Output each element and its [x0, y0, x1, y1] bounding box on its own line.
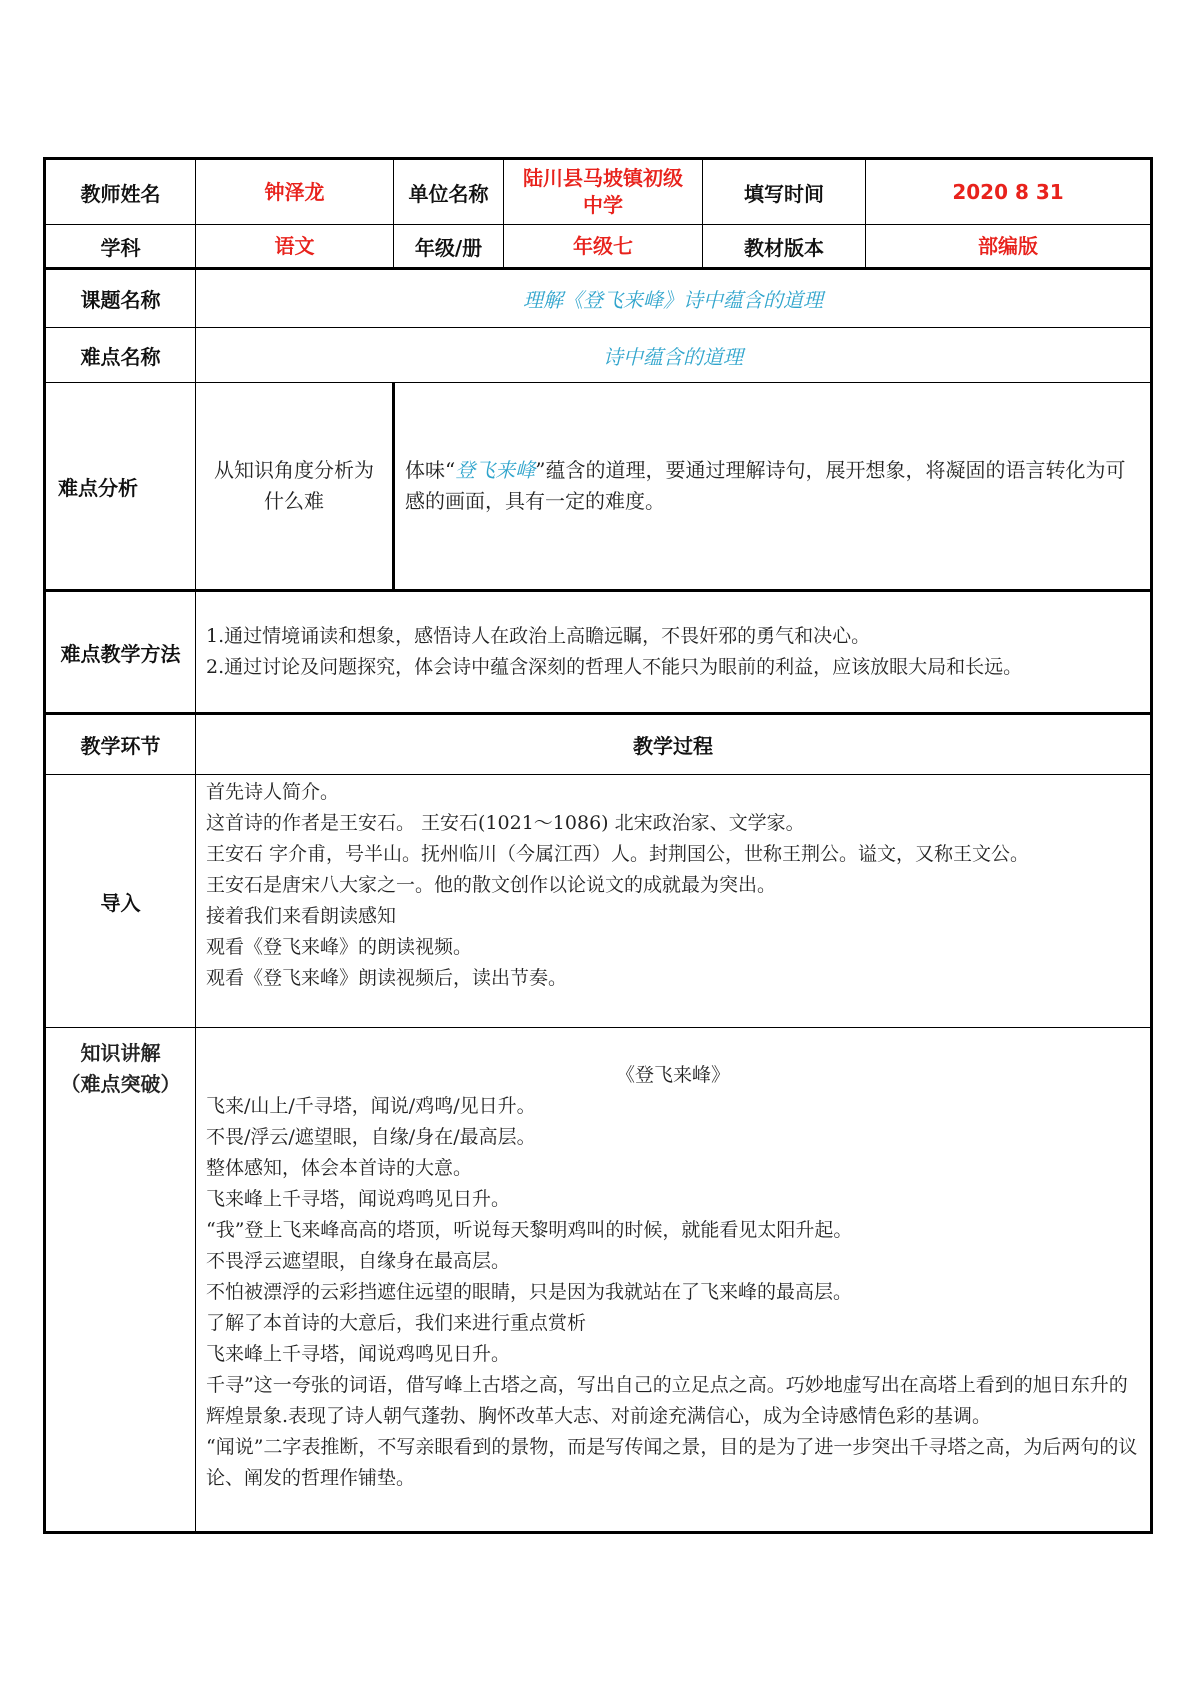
- intro-row: [45, 775, 1152, 1028]
- analysis-text-highlight: 登飞来峰: [455, 458, 536, 482]
- difficulty-value: 诗中蕴含的道理: [196, 328, 1152, 383]
- analysis-text-after: ”蕴含的道理，要通过理解诗句，展开想象，将凝固的语言转化为可感的画面，具有一定的难度。: [405, 458, 1126, 513]
- analysis-text-before: 体味“: [405, 458, 456, 482]
- knowledge-line: 了解了本首诗的大意后，我们来进行重点赏析: [206, 1312, 587, 1334]
- intro-line: 这首诗的作者是王安石。 王安石(1021～1086) 北宋政治家、文学家。: [206, 812, 805, 834]
- knowledge-line: 不畏浮云遮望眼，自缘身在最高层。: [206, 1250, 511, 1272]
- intro-content: [196, 775, 1152, 1028]
- analysis-label: 难点分析: [45, 383, 196, 591]
- lesson-plan-table: [43, 157, 1153, 1534]
- header-row-1: [45, 159, 1152, 225]
- topic-label: 课题名称: [45, 269, 196, 328]
- method-line: 2.通过讨论及问题探究，体会诗中蕴含深刻的哲理人不能只为眼前的利益，应该放眼大局和长远。: [206, 656, 1023, 678]
- intro-line: 王安石 字介甫，号半山。抚州临川（今属江西）人。封荆国公，世称王荆公。谥文，又称王文公。: [206, 843, 1030, 865]
- knowledge-label: [45, 1028, 196, 1533]
- date-label: 填写时间: [703, 159, 866, 225]
- knowledge-row: [45, 1028, 1152, 1533]
- knowledge-line: 飞来/山上/千寻塔，闻说/鸡鸣/见日升。: [206, 1095, 536, 1117]
- topic-value: 理解《登飞来峰》诗中蕴含的道理: [196, 269, 1152, 328]
- subject-label: 学科: [45, 225, 196, 269]
- poem-title: 《登飞来峰》: [615, 1064, 730, 1086]
- subject-value: 语文: [196, 225, 394, 269]
- analysis-sub-label: 从知识角度分析为什么难: [196, 383, 394, 591]
- intro-line: 观看《登飞来峰》朗读视频后，读出节奏。: [206, 967, 568, 989]
- teacher-label: 教师姓名: [45, 159, 196, 225]
- difficulty-row: [45, 328, 1152, 383]
- knowledge-label-line1: 知识讲解: [80, 1041, 161, 1065]
- intro-label: 导入: [45, 775, 196, 1028]
- method-line: 1.通过情境诵读和想象，感悟诗人在政治上高瞻远瞩，不畏奸邪的勇气和决心。: [206, 625, 871, 647]
- grade-value: 年级七: [504, 225, 703, 269]
- knowledge-line: 不怕被漂浮的云彩挡遮住远望的眼睛，只是因为我就站在了飞来峰的最高层。: [206, 1281, 853, 1303]
- header-row-2: [45, 225, 1152, 269]
- intro-line: 首先诗人简介。: [206, 781, 340, 803]
- intro-line: 接着我们来看朗读感知: [206, 905, 397, 927]
- edition-value: 部编版: [866, 225, 1152, 269]
- knowledge-line: “我”登上飞来峰高高的塔顶，听说每天黎明鸡叫的时候，就能看见太阳升起。: [206, 1219, 853, 1241]
- process-header: 教学过程: [196, 714, 1152, 775]
- knowledge-content: [196, 1028, 1152, 1533]
- knowledge-label-line2: （难点突破）: [60, 1072, 181, 1096]
- process-header-row: [45, 714, 1152, 775]
- method-content: [196, 591, 1152, 714]
- analysis-row: [45, 383, 1152, 591]
- knowledge-line: 整体感知，体会本首诗的大意。: [206, 1157, 473, 1179]
- teacher-name: 钟泽龙: [196, 159, 394, 225]
- method-label: 难点教学方法: [45, 591, 196, 714]
- knowledge-line: 飞来峰上千寻塔，闻说鸡鸣见日升。: [206, 1343, 511, 1365]
- stage-header: 教学环节: [45, 714, 196, 775]
- analysis-text: [394, 383, 1152, 591]
- knowledge-line: 不畏/浮云/遮望眼，自缘/身在/最高层。: [206, 1126, 536, 1148]
- knowledge-line: 千寻”这一夸张的词语，借写峰上古塔之高，写出自己的立足点之高。巧妙地虚写出在高塔上看到的旭日东升的辉煌景象.表现了诗人朝气蓬勃、胸怀改革大志、对前途充满信心，成为全诗感情色彩的基调。: [206, 1374, 1128, 1427]
- knowledge-line: “闻说”二字表推断，不写亲眼看到的景物，而是写传闻之景，目的是为了进一步突出千寻塔之高，为后两句的议论、阐发的哲理作铺垫。: [206, 1436, 1138, 1489]
- edition-label: 教材版本: [703, 225, 866, 269]
- intro-line: 王安石是唐宋八大家之一。他的散文创作以论说文的成就最为突出。: [206, 874, 777, 896]
- intro-line: 观看《登飞来峰》的朗读视频。: [206, 936, 473, 958]
- knowledge-line: 飞来峰上千寻塔，闻说鸡鸣见日升。: [206, 1188, 511, 1210]
- unit-label: 单位名称: [394, 159, 504, 225]
- unit-name: 陆川县马坡镇初级中学: [504, 159, 703, 225]
- topic-row: [45, 269, 1152, 328]
- difficulty-label: 难点名称: [45, 328, 196, 383]
- grade-label: 年级/册: [394, 225, 504, 269]
- date-value: 2020 8 31: [866, 159, 1152, 225]
- method-row: [45, 591, 1152, 714]
